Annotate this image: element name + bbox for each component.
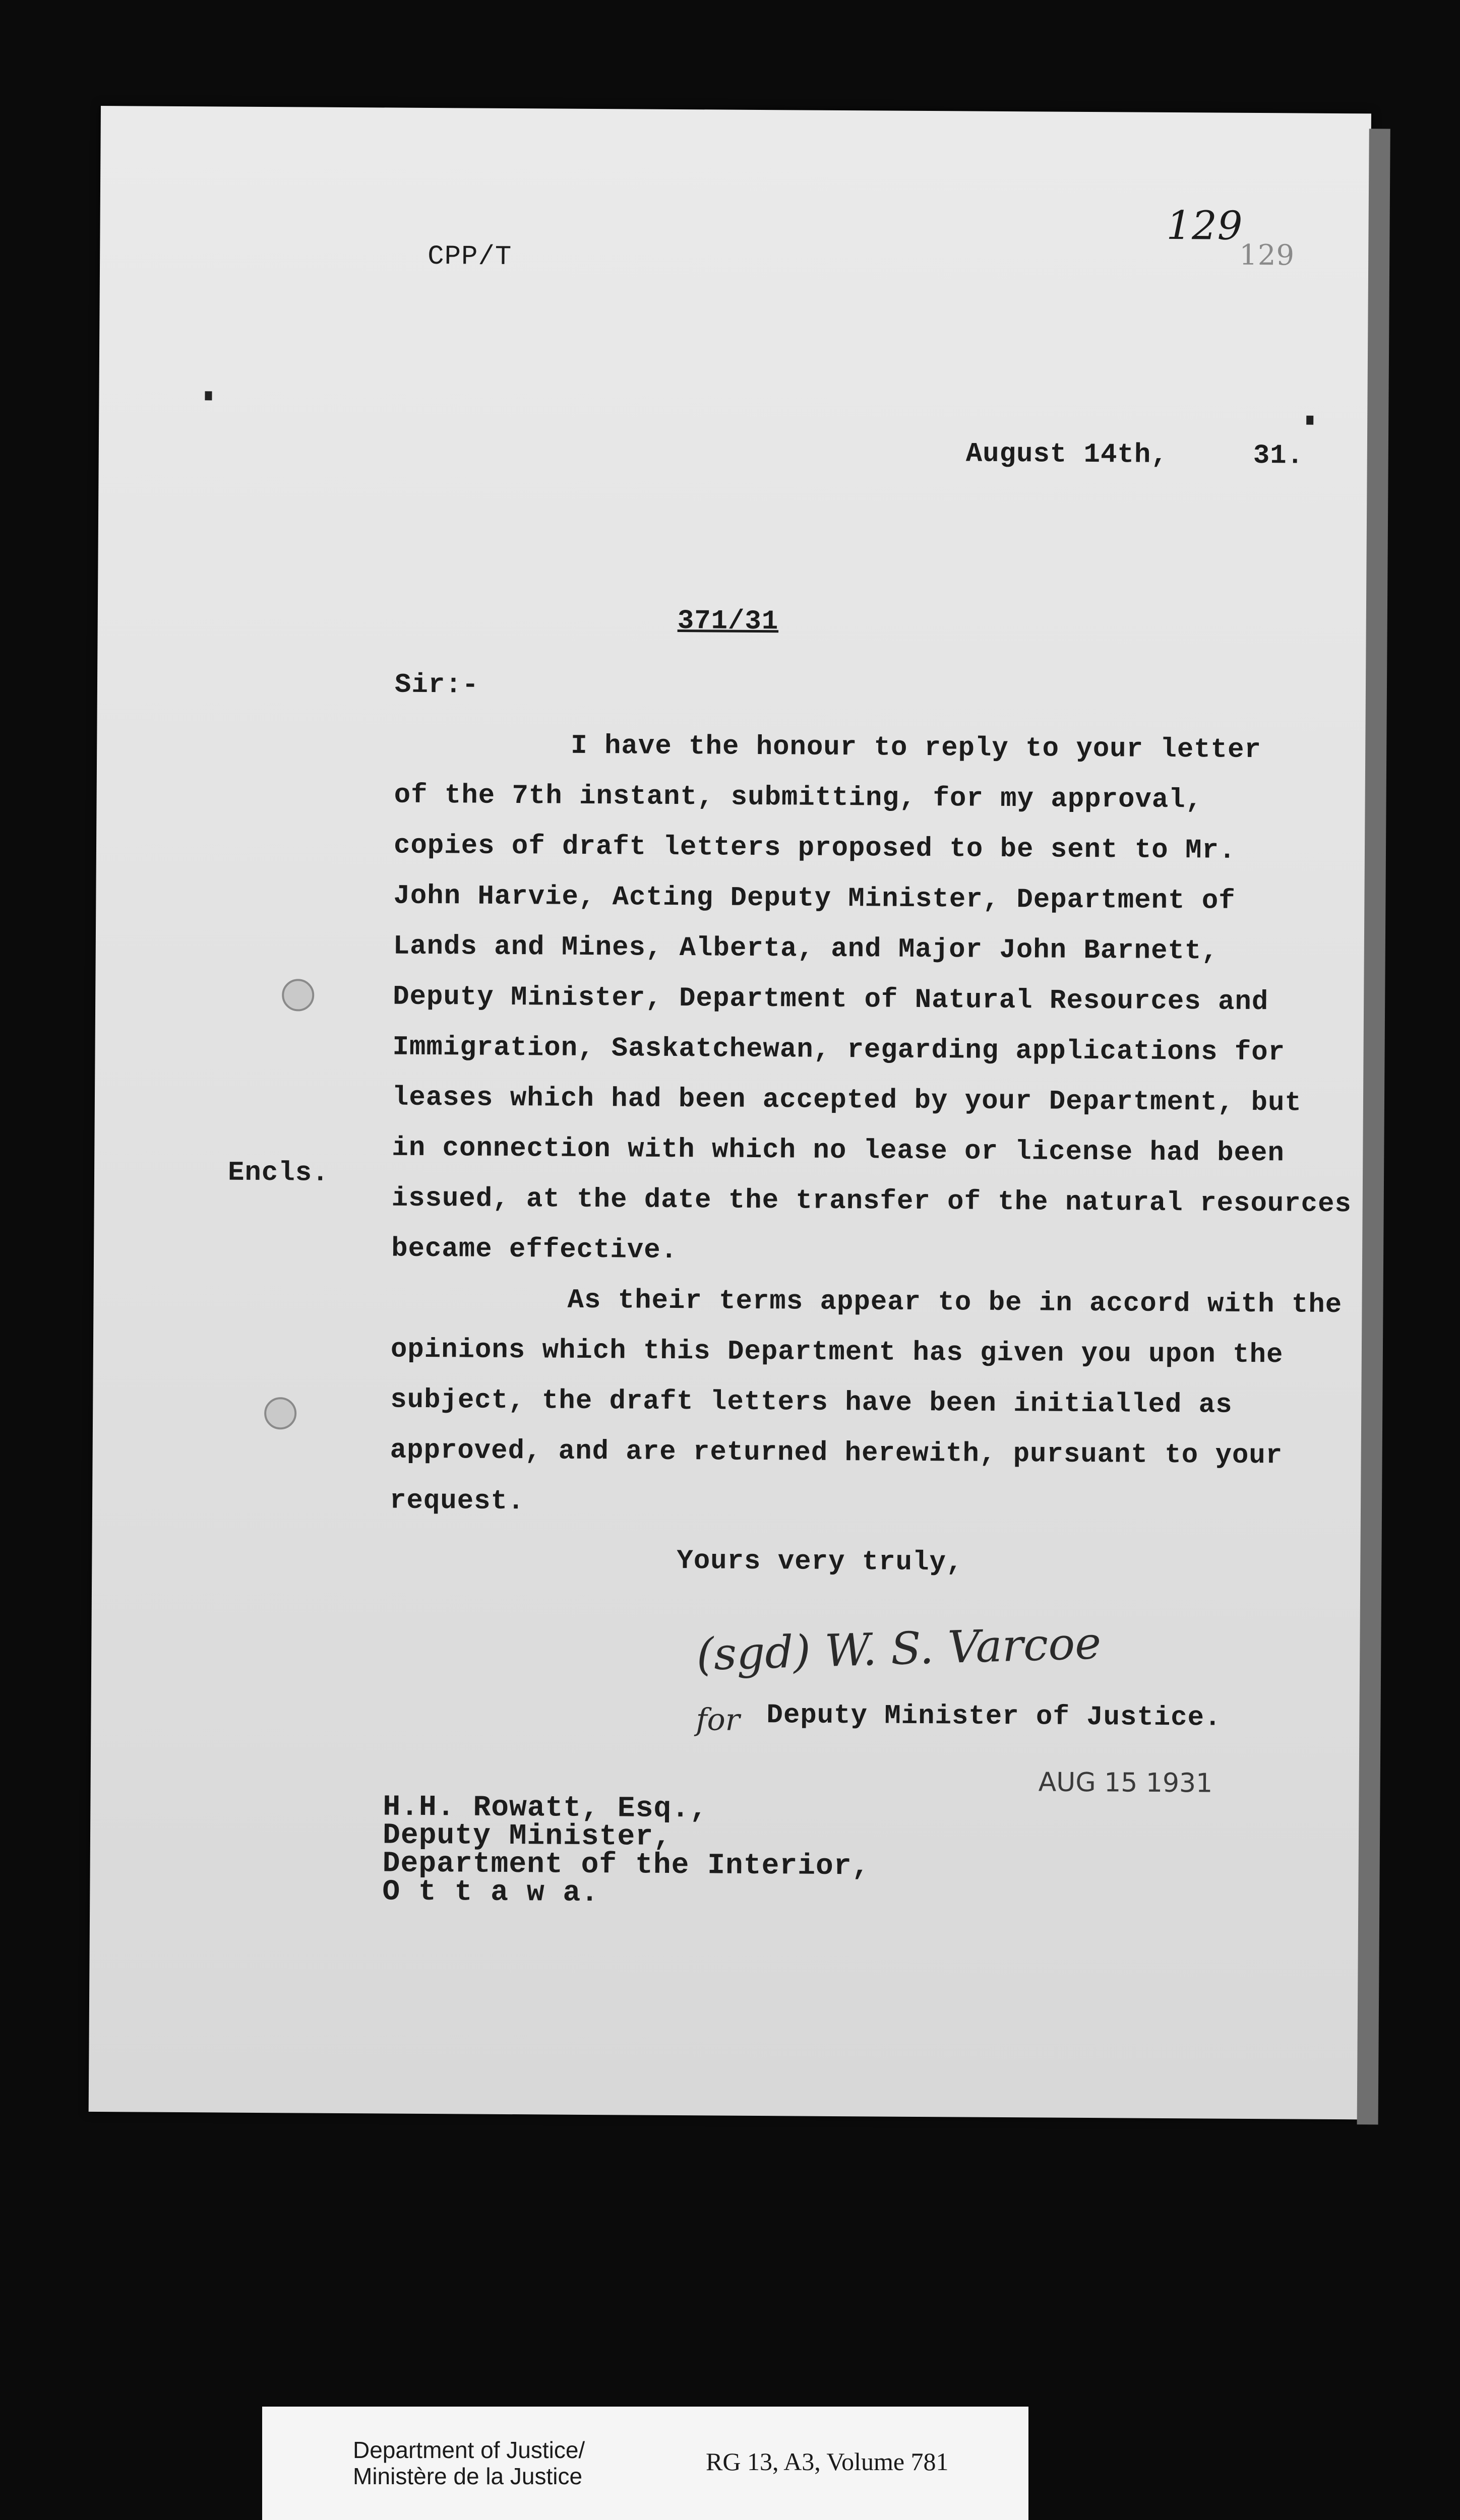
received-date-stamp: AUG 15 1931 [1038, 1767, 1213, 1799]
letter-date-year: 31. [1253, 440, 1304, 472]
archive-reference-label [262, 2407, 1028, 2520]
address-line: H.H. Rowatt, Esq., [383, 1791, 708, 1826]
body-line: copies of draft letters proposed to be sent to Mr. [393, 830, 1236, 866]
body-line: approved, and are returned herewith, pursuant to your [390, 1435, 1283, 1472]
department-name [353, 2437, 585, 2489]
body-line: issued, at the date the transfer of the natural resources [391, 1183, 1352, 1220]
closing: Yours very truly, [677, 1546, 963, 1579]
department-line: Ministère de la Justice [353, 2463, 583, 2489]
body-line: John Harvie, Acting Deputy Minister, Department of [393, 880, 1236, 917]
body-line: in connection with which no lease or license had been [392, 1132, 1285, 1169]
punch-hole [282, 979, 314, 1011]
salutation: Sir:- [394, 669, 479, 701]
body-line: became effective. [391, 1233, 678, 1267]
punch-hole [264, 1397, 296, 1429]
enclosure-note: Encls. [227, 1157, 329, 1189]
letter-page [89, 106, 1371, 2119]
body-line: Immigration, Saskatchewan, regarding applications for [392, 1032, 1286, 1068]
body-line: opinions which this Department has given you upon the [390, 1334, 1284, 1371]
reference-code: CPP/T [427, 241, 512, 273]
file-number: 371/31 [677, 606, 779, 638]
handwritten-signature: (sgd) W. S. Varcoe [696, 1617, 1102, 1681]
ink-mark [205, 391, 212, 400]
address-line: Department of the Interior, [382, 1847, 870, 1883]
body-line: request. [389, 1485, 525, 1518]
signer-title: Deputy Minister of Justice. [766, 1700, 1222, 1734]
body-line: As their terms appear to be in accord with the [567, 1285, 1343, 1321]
address-line: Deputy Minister, [382, 1819, 672, 1854]
department-line: Department of Justice/ [353, 2437, 585, 2463]
letter-body [390, 720, 1355, 1533]
body-line: leases which had been accepted by your Department, but [392, 1082, 1302, 1119]
body-line: of the 7th instant, submitting, for my approval, [394, 780, 1203, 816]
body-line: Deputy Minister, Department of Natural Resources and [393, 981, 1269, 1018]
page-number: 129 [1166, 203, 1243, 249]
ink-mark [1306, 416, 1313, 425]
page-number-faint: 129 [1239, 238, 1295, 272]
recipient-address [382, 1793, 870, 1909]
record-group-reference: RG 13, A3, Volume 781 [706, 2447, 949, 2476]
signer-prefix: for [696, 1702, 740, 1738]
body-line: subject, the draft letters have been initialled as [390, 1384, 1233, 1421]
body-line: I have the honour to reply to your letter [571, 730, 1262, 766]
letter-date: August 14th, [965, 438, 1168, 471]
address-line: O t t a w a. [382, 1875, 599, 1910]
body-line: Lands and Mines, Alberta, and Major John Barnett, [393, 931, 1219, 967]
